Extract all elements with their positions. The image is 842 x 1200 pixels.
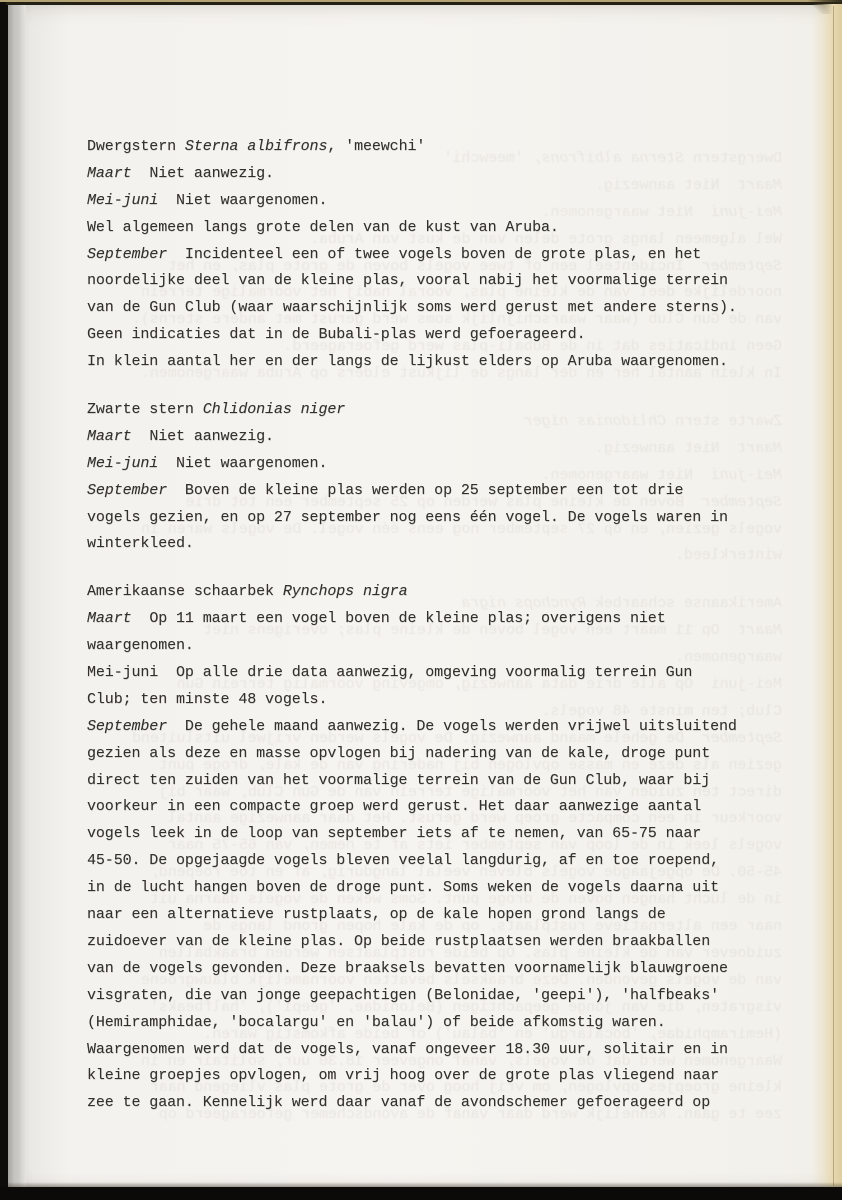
text-line bbox=[87, 579, 803, 606]
text-segment: Boven de kleine plas werden op 25 september een tot drie bbox=[167, 481, 684, 499]
text-segment: noordelijke deel van de kleine plas, vooral nabij het voormalige terrein bbox=[87, 272, 728, 290]
text-segment: naar een alternatieve rustplaats, op de kale hopen grond langs de bbox=[87, 906, 666, 924]
text-segment: Waargenomen werd dat de vogels, vanaf ongeveer 18.30 uur, solitair en in bbox=[87, 1040, 728, 1058]
text-segment: Dwergstern bbox=[87, 138, 185, 155]
text-line bbox=[87, 349, 803, 376]
text-segment: Niet waargenomen. bbox=[158, 454, 328, 472]
text-segment: zuidoever van de kleine plas. Op beide rustplaatsen werden braakballen bbox=[87, 932, 711, 950]
text-line bbox=[87, 134, 803, 161]
text-line bbox=[87, 215, 803, 242]
species-section-amerikaanse-schaarbek-rynchops-nigra bbox=[87, 579, 803, 1117]
text-segment: In klein aantal her en der langs de lijkust elders op Aruba waargenomen. bbox=[87, 353, 728, 371]
text-line bbox=[87, 397, 803, 424]
italic-text: Maart bbox=[87, 427, 132, 445]
text-line bbox=[87, 902, 803, 929]
text-line bbox=[87, 660, 803, 687]
text-segment: Niet aanwezig. bbox=[131, 427, 274, 445]
italic-text: Mei-juni bbox=[87, 454, 159, 472]
text-segment: winterkleed. bbox=[87, 535, 194, 553]
text-segment: in de lucht hangen boven de droge punt. Soms weken de vogels daarna uit bbox=[87, 879, 720, 897]
text-line bbox=[87, 505, 803, 532]
text-segment: vogels leek in de loop van september iets af te nemen, van 65-75 naar bbox=[87, 825, 702, 843]
text-line bbox=[87, 1010, 803, 1037]
text-segment: vogels gezien, en op 27 september nog eens één vogel. De vogels waren in bbox=[87, 508, 728, 526]
species-section-zwarte-stern-chlidonias-niger bbox=[87, 397, 803, 558]
text-segment: Op 11 maart een vogel boven de kleine plas; overigens niet bbox=[131, 610, 666, 628]
scan-border-bottom bbox=[0, 1187, 842, 1200]
text-segment: Zwarte stern bbox=[87, 401, 203, 419]
text-line bbox=[87, 929, 803, 956]
text-line bbox=[87, 242, 803, 269]
text-line bbox=[87, 424, 803, 451]
text-line bbox=[87, 451, 803, 478]
text-segment: gezien als deze en masse opvlogen bij nadering van de kale, droge punt bbox=[87, 744, 711, 762]
text-segment: zee te gaan. Kennelijk werd daar vanaf de avondschemer gefoerageerd op bbox=[87, 1094, 711, 1112]
text-segment: voorkeur in een compacte groep werd gerust. Het daar aanwezige aantal bbox=[87, 798, 702, 816]
text-segment: 45-50. De opgejaagde vogels bleven veelal langdurig, af en toe roepend, bbox=[87, 852, 720, 870]
scan-border-left bbox=[0, 0, 8, 1200]
text-segment: kleine groepjes opvlogen, om vrij hoog over de grote plas vliegend naar bbox=[87, 1067, 720, 1085]
italic-text: Rynchops nigra bbox=[282, 583, 408, 601]
text-line bbox=[87, 714, 803, 741]
text-segment: Club; ten minste 48 vogels. bbox=[87, 690, 328, 708]
text-line bbox=[87, 531, 803, 558]
text-line bbox=[87, 875, 803, 902]
text-line bbox=[87, 1063, 803, 1090]
italic-text: Mei-juni bbox=[87, 191, 159, 209]
text-segment: waargenomen. bbox=[87, 637, 194, 655]
text-line bbox=[87, 295, 803, 322]
text-line bbox=[87, 268, 803, 295]
typewritten-text-block bbox=[87, 134, 803, 1138]
text-segment: , 'meewchi' bbox=[327, 138, 426, 155]
text-line bbox=[87, 794, 803, 821]
text-line bbox=[87, 1090, 803, 1117]
page-crease-right bbox=[833, 6, 834, 1186]
text-line bbox=[87, 161, 803, 188]
italic-text: September bbox=[87, 717, 168, 735]
text-line bbox=[87, 768, 803, 795]
text-line bbox=[87, 741, 803, 768]
page-edge-right-tan bbox=[812, 4, 842, 1188]
text-segment: (Hemiramphidae, 'bocalargu' en 'balau') of beide afkomstig waren. bbox=[87, 1013, 666, 1031]
text-line bbox=[87, 956, 803, 983]
text-segment: Incidenteel een of twee vogels boven de grote plas, en het bbox=[167, 245, 702, 263]
text-segment: direct ten zuiden van het voormalige terrein van de Gun Club, waar bij bbox=[87, 771, 711, 789]
text-segment: Niet waargenomen. bbox=[158, 191, 328, 209]
text-line bbox=[87, 848, 803, 875]
italic-text: September bbox=[87, 481, 168, 499]
text-segment: Niet aanwezig. bbox=[131, 164, 274, 182]
species-section-dwergstern-sterna-albifrons bbox=[87, 134, 803, 376]
text-line bbox=[87, 1037, 803, 1064]
text-segment: Geen indicaties dat in de Bubali-plas werd gefoerageerd. bbox=[87, 326, 586, 344]
text-line bbox=[87, 983, 803, 1010]
text-line bbox=[87, 606, 803, 633]
text-line bbox=[87, 821, 803, 848]
italic-text: Maart bbox=[87, 610, 132, 628]
text-segment: van de Gun Club (waar waarschijnlijk soms werd gerust met andere sterns). bbox=[87, 299, 737, 317]
book-gutter-left bbox=[8, 2, 26, 1188]
text-line bbox=[87, 687, 803, 714]
text-segment: Amerikaanse schaarbek bbox=[87, 583, 283, 601]
italic-text: Sterna albifrons bbox=[184, 138, 328, 155]
text-segment: De gehele maand aanwezig. De vogels werden vrijwel uitsluitend bbox=[167, 717, 737, 735]
italic-text: September bbox=[87, 245, 168, 263]
scan-border-top bbox=[6, 2, 842, 5]
italic-text: Chlidonias niger bbox=[202, 401, 346, 419]
text-segment: visgraten, die van jonge geepachtigen (Belonidae, 'geepi'), 'halfbeaks' bbox=[87, 986, 720, 1004]
italic-text: Maart bbox=[87, 164, 132, 182]
text-segment: Wel algemeen langs grote delen van de kust van Aruba. bbox=[87, 218, 559, 236]
text-line bbox=[87, 188, 803, 215]
text-line bbox=[87, 478, 803, 505]
text-segment: Mei-juni Op alle drie data aanwezig, omgeving voormalig terrein Gun bbox=[87, 664, 693, 682]
text-line bbox=[87, 633, 803, 660]
text-segment: van de vogels gevonden. Deze braaksels bevatten voornamelijk blauwgroene bbox=[87, 959, 728, 977]
text-line bbox=[87, 322, 803, 349]
